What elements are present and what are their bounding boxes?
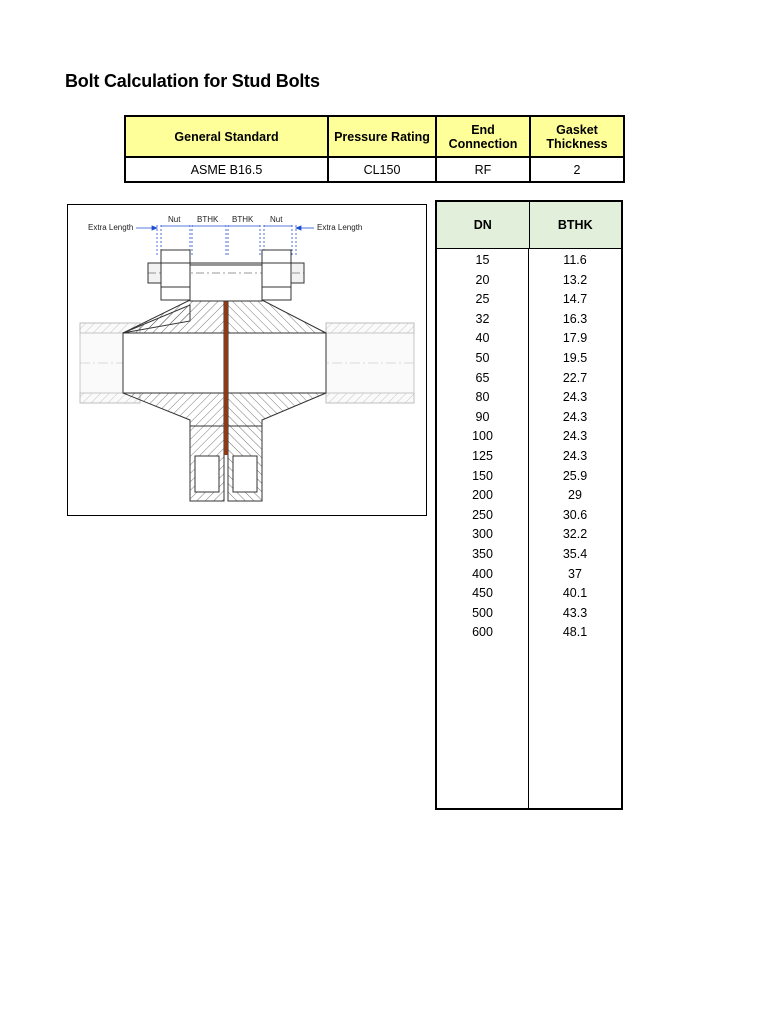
- bthk-cell[interactable]: 13.2: [562, 272, 588, 287]
- bthk-cell[interactable]: 29: [568, 488, 582, 503]
- bthk-cell[interactable]: 24.3: [562, 409, 588, 424]
- end-connection-value[interactable]: RF: [436, 157, 530, 182]
- bthk-cell[interactable]: 40.1: [562, 586, 588, 601]
- dn-cell[interactable]: 300: [472, 527, 493, 542]
- dn-cell[interactable]: 15: [475, 253, 490, 267]
- bthk-cell[interactable]: 24.3: [562, 429, 588, 444]
- dn-cell[interactable]: 65: [475, 370, 490, 385]
- bthk-cell[interactable]: 35.4: [562, 546, 588, 561]
- end-connection-header: End Connection: [436, 116, 530, 157]
- dn-cell[interactable]: 600: [472, 625, 493, 640]
- nut-left-label: Nut: [168, 215, 181, 224]
- nut-left: [161, 250, 190, 300]
- bthk-header: BTHK: [557, 218, 593, 232]
- dn-cell[interactable]: 32: [475, 311, 490, 326]
- bthk-cell[interactable]: 30.6: [562, 507, 588, 522]
- dn-cell[interactable]: 500: [472, 605, 493, 620]
- bthk-cell[interactable]: 11.6: [563, 253, 587, 267]
- dn-cell[interactable]: 150: [472, 468, 493, 483]
- bthk-cell[interactable]: 48.1: [562, 625, 588, 640]
- bthk-cell[interactable]: 43.3: [562, 605, 588, 620]
- dn-cell[interactable]: 100: [472, 429, 493, 444]
- flange-diagram-svg: [68, 205, 426, 515]
- dn-cell[interactable]: 125: [472, 448, 493, 463]
- extra-length-left-label: Extra Length: [88, 223, 134, 232]
- page-title: Bolt Calculation for Stud Bolts: [65, 71, 320, 91]
- dn-cell[interactable]: 80: [475, 390, 490, 405]
- extra-length-right-label: Extra Length: [317, 223, 363, 232]
- spec-table-header-row: [125, 116, 624, 157]
- dn-cell[interactable]: 90: [475, 409, 490, 424]
- gasket-thickness-header: Gasket Thickness: [530, 116, 624, 157]
- bthk-cell[interactable]: 19.5: [562, 350, 588, 365]
- dn-bthk-table: [435, 200, 623, 810]
- dn-cell[interactable]: 40: [475, 331, 490, 346]
- dn-header: DN: [437, 202, 530, 248]
- bthk-left-label: BTHK: [197, 215, 219, 224]
- dn-cell[interactable]: 450: [472, 586, 493, 601]
- pressure-rating-value[interactable]: CL150: [328, 157, 436, 182]
- general-standard-value[interactable]: ASME B16.5: [125, 157, 328, 182]
- stud-bolt-assembly: [148, 250, 304, 301]
- flange-bolt-diagram: [67, 204, 427, 516]
- bthk-cell[interactable]: 22.7: [562, 370, 588, 385]
- bthk-right-label: BTHK: [232, 215, 254, 224]
- dn-table-header: [437, 202, 621, 249]
- general-standard-header: General Standard: [125, 116, 328, 157]
- nut-right: [262, 250, 291, 300]
- dn-cell[interactable]: 400: [472, 566, 493, 581]
- dn-cell[interactable]: 20: [475, 272, 490, 287]
- bthk-column: [529, 249, 621, 808]
- bthk-cell[interactable]: 37: [568, 566, 582, 581]
- pressure-rating-header: Pressure Rating: [328, 116, 436, 157]
- bthk-cell[interactable]: 25.9: [562, 468, 588, 483]
- gasket-thickness-value[interactable]: 2: [530, 157, 624, 182]
- dn-cell[interactable]: 200: [472, 488, 493, 503]
- bthk-cell[interactable]: 24.3: [562, 390, 588, 405]
- dn-cell[interactable]: 250: [472, 507, 493, 522]
- bthk-cell[interactable]: 16.3: [562, 311, 588, 326]
- dn-column: [437, 249, 529, 808]
- bthk-cell[interactable]: 17.9: [562, 331, 588, 346]
- dn-cell[interactable]: 25: [475, 292, 490, 307]
- spec-table: [124, 115, 625, 183]
- dn-cell[interactable]: 50: [475, 350, 490, 365]
- spec-table-value-row: [125, 157, 624, 182]
- nut-right-label: Nut: [270, 215, 283, 224]
- dn-table-body: [437, 249, 621, 808]
- bthk-cell[interactable]: 24.3: [562, 448, 588, 463]
- bthk-cell[interactable]: 14.7: [562, 292, 588, 307]
- bthk-cell[interactable]: 32.2: [562, 527, 588, 542]
- dn-cell[interactable]: 350: [472, 546, 493, 561]
